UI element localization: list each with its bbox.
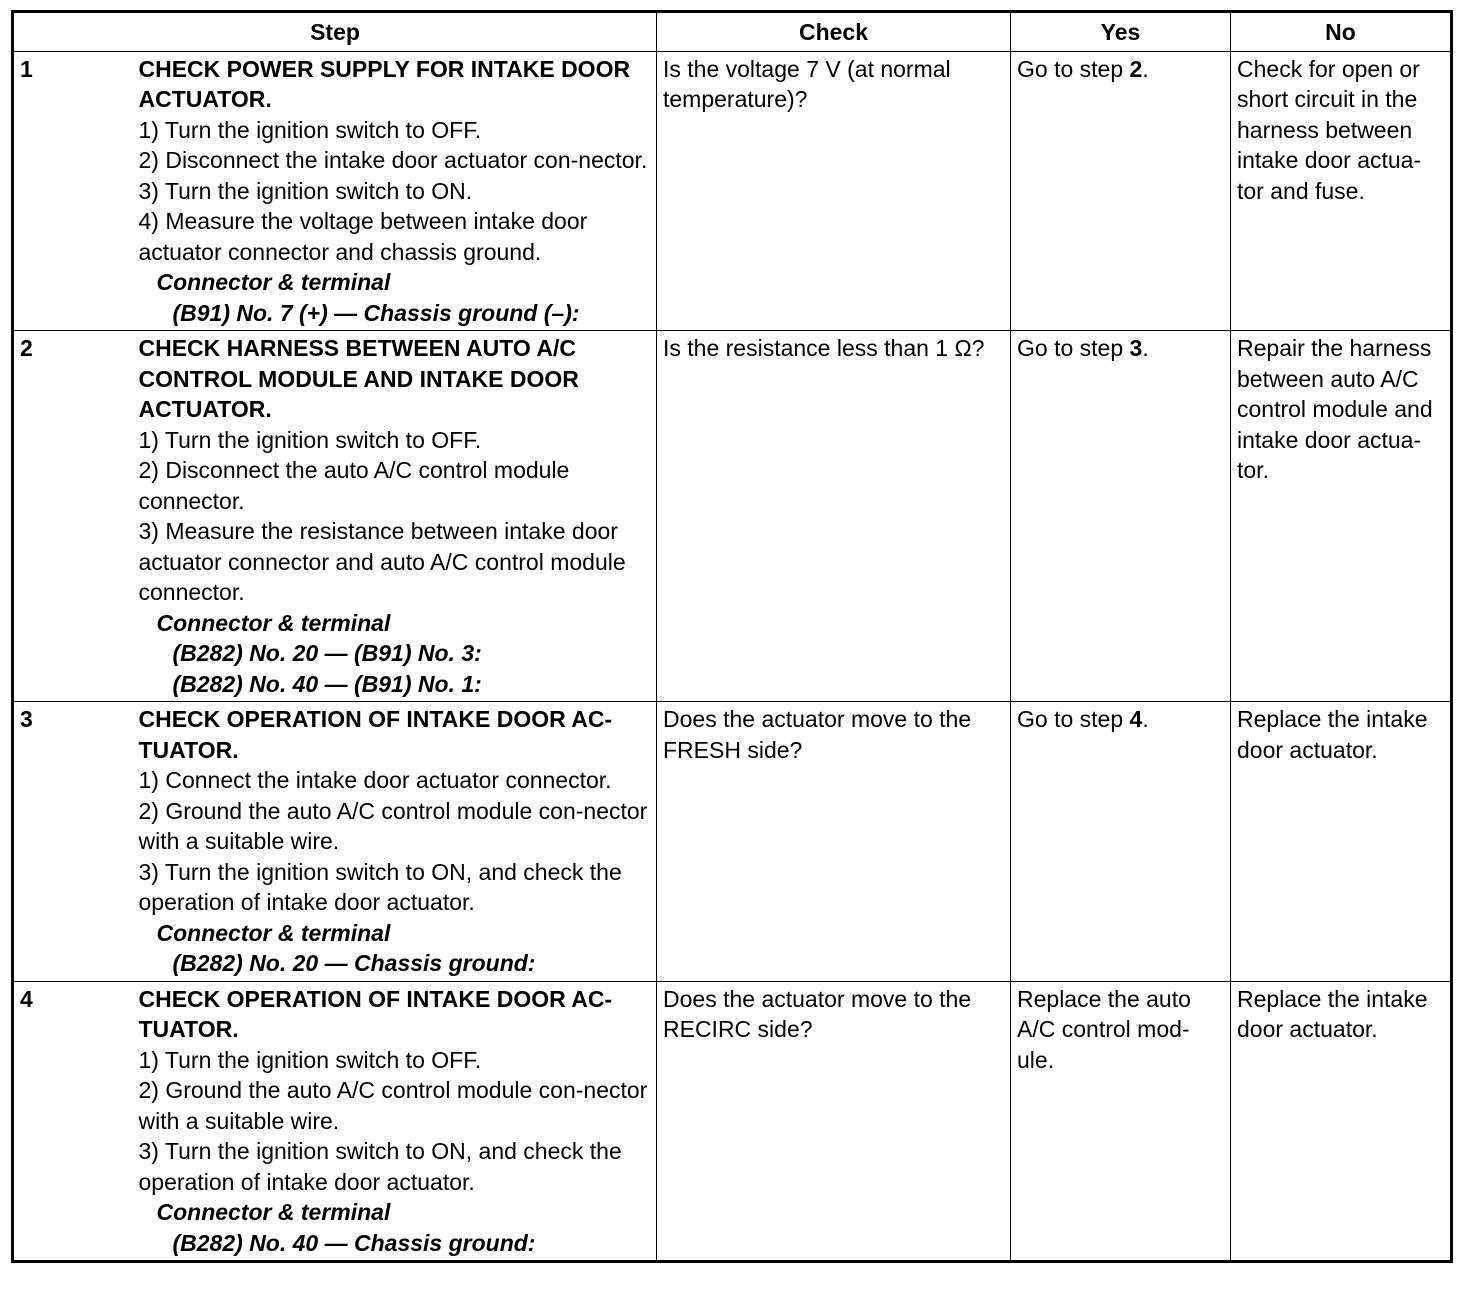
yes-cell <box>1011 702 1231 982</box>
step-title: CHECK OPERATION OF INTAKE DOOR AC-TUATOR. <box>138 706 613 763</box>
instruction: 3) Measure the resistance between intake door actuator connector and auto A/C control module connector. <box>138 518 626 605</box>
step-body <box>133 51 657 331</box>
yes-step-link: 2 <box>1129 55 1143 82</box>
no-cell: Check for open or short circuit in the harness between intake door actua-tor and fuse. <box>1231 51 1452 331</box>
yes-cell <box>1011 51 1231 331</box>
connector-value: (B282) No. 40 — (B91) No. 1: <box>172 670 482 697</box>
step-body <box>133 981 657 1262</box>
check-cell: Is the resistance less than 1 Ω? <box>657 331 1011 702</box>
connector-label: Connector & terminal <box>156 609 391 636</box>
no-cell: Repair the harness between auto A/C control module and intake door actua-tor. <box>1231 331 1452 702</box>
yes-step-link: 3 <box>1129 335 1143 361</box>
instruction: 1) Connect the intake door actuator connector. <box>138 767 612 793</box>
instruction: 1) Turn the ignition switch to OFF. <box>138 426 482 453</box>
check-cell: Does the actuator move to the RECIRC side? <box>657 981 1011 1262</box>
yes-suffix: . <box>1142 706 1149 732</box>
step-number: 4 <box>13 981 133 1262</box>
connector-label: Connector & terminal <box>156 269 391 295</box>
connector-value: (B282) No. 20 — (B91) No. 3: <box>172 640 482 666</box>
no-cell: Replace the intake door actuator. <box>1231 702 1452 982</box>
connector-value: (B91) No. 7 (+) — Chassis ground (–): <box>172 299 580 326</box>
table-row <box>13 981 1452 1262</box>
instruction: 4) Measure the voltage between intake door actuator connector and chassis ground. <box>138 208 588 265</box>
step-body <box>133 702 657 982</box>
step-number: 2 <box>13 331 133 702</box>
instruction: 3) Turn the ignition switch to ON, and check the operation of intake door actuator. <box>138 1138 622 1195</box>
header-yes: Yes <box>1011 12 1231 52</box>
header-row <box>13 12 1452 52</box>
instruction: 1) Turn the ignition switch to OFF. <box>138 116 482 143</box>
connector-value: (B282) No. 40 — Chassis ground: <box>172 1229 536 1256</box>
instruction: 2) Disconnect the intake door actuator con-nector. <box>138 147 648 173</box>
check-cell: Is the voltage 7 V (at normal temperature)? <box>657 51 1011 331</box>
no-cell: Replace the intake door actuator. <box>1231 981 1452 1262</box>
yes-suffix: . <box>1142 55 1149 82</box>
yes-prefix: Go to step <box>1017 706 1130 732</box>
instruction: 1) Turn the ignition switch to OFF. <box>138 1046 482 1073</box>
header-check: Check <box>657 12 1011 52</box>
step-title: CHECK OPERATION OF INTAKE DOOR AC-TUATOR. <box>138 985 613 1042</box>
header-no: No <box>1231 12 1452 52</box>
step-number: 1 <box>13 51 133 331</box>
table-row <box>13 51 1452 331</box>
connector-value: (B282) No. 20 — Chassis ground: <box>172 950 536 976</box>
instruction: 2) Ground the auto A/C control module con-nector with a suitable wire. <box>138 1077 648 1134</box>
instruction: 2) Ground the auto A/C control module con-nector with a suitable wire. <box>138 797 648 854</box>
check-cell: Does the actuator move to the FRESH side? <box>657 702 1011 982</box>
instruction: 3) Turn the ignition switch to ON, and check the operation of intake door actuator. <box>138 858 622 915</box>
step-number: 3 <box>13 702 133 982</box>
table-row <box>13 702 1452 982</box>
diagnostic-table <box>11 10 1453 1263</box>
header-step: Step <box>13 12 657 52</box>
yes-prefix: Go to step <box>1017 55 1130 82</box>
instruction: 3) Turn the ignition switch to ON. <box>138 177 473 204</box>
connector-label: Connector & terminal <box>156 1199 391 1225</box>
step-title: CHECK POWER SUPPLY FOR INTAKE DOOR ACTUATOR. <box>138 55 631 112</box>
yes-suffix: . <box>1142 335 1149 361</box>
table-row <box>13 331 1452 702</box>
instruction: 2) Disconnect the auto A/C control module connector. <box>138 457 570 514</box>
yes-prefix: Go to step <box>1017 335 1130 361</box>
yes-cell <box>1011 981 1231 1262</box>
connector-label: Connector & terminal <box>156 919 391 946</box>
step-body <box>133 331 657 702</box>
step-title: CHECK HARNESS BETWEEN AUTO A/C CONTROL MODULE AND INTAKE DOOR ACTUATOR. <box>138 335 579 422</box>
yes-prefix: Replace the auto A/C control mod-ule. <box>1017 985 1191 1073</box>
yes-cell <box>1011 331 1231 702</box>
yes-step-link: 4 <box>1129 706 1143 732</box>
